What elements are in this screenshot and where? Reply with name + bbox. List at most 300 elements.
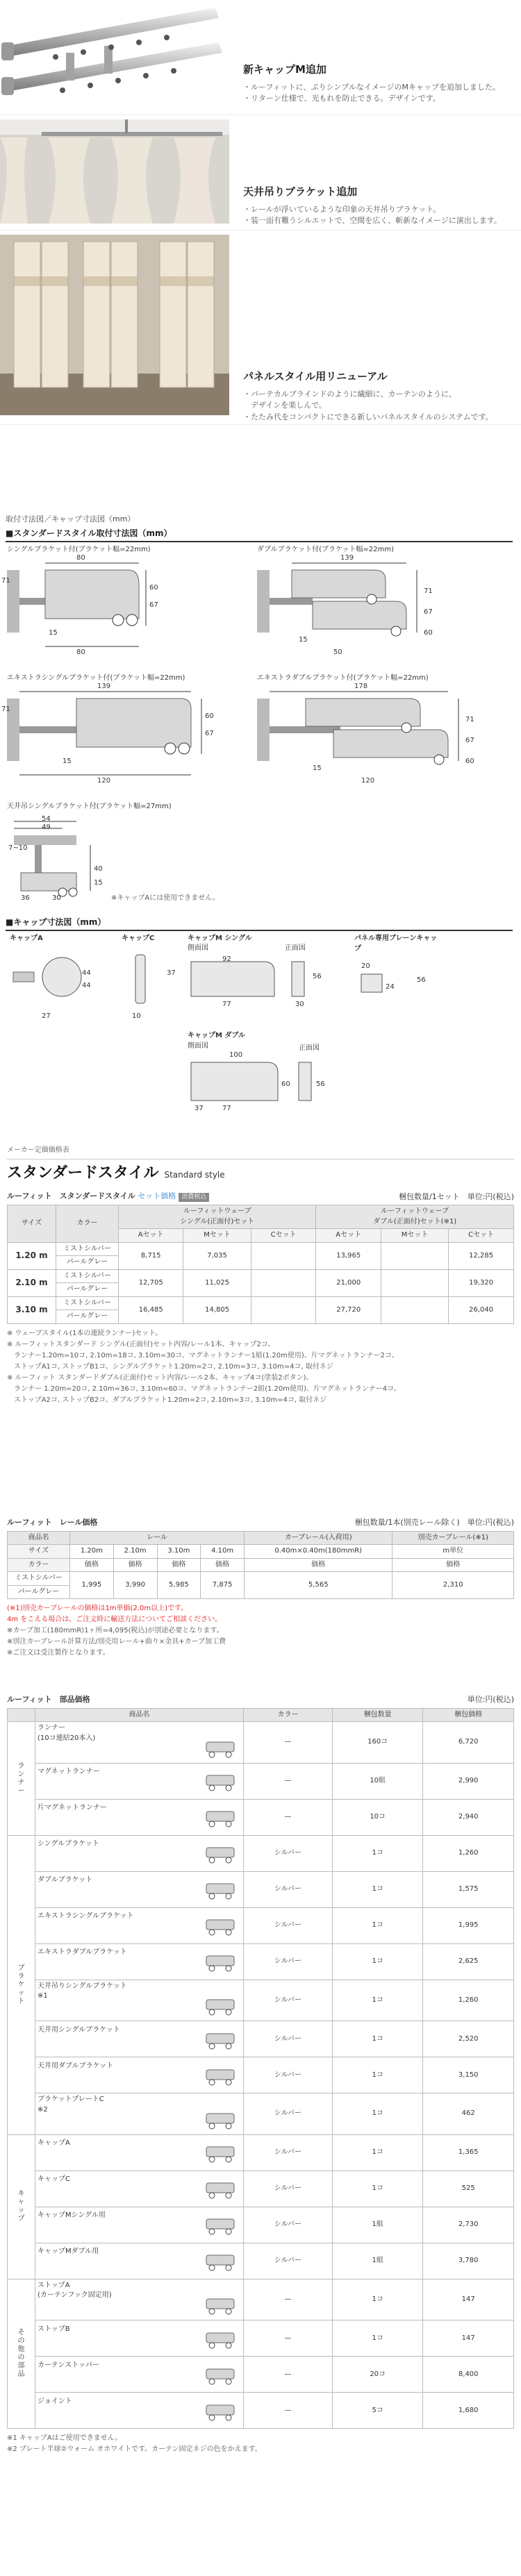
table-row [8,1799,514,1835]
cell: 価格 [157,1558,201,1572]
part-qty: 1コ [332,1907,423,1943]
cap-icon [199,2211,241,2239]
rail-head [7,1517,514,1528]
stopper-icon [199,2325,241,2352]
unit-yen: 単位:円(税込) [467,1518,514,1527]
th-cat [8,1708,35,1722]
part-price: 1,365 [423,2134,514,2171]
parts-category: ラ ン ナ ー [8,1722,35,1836]
runner-icon [199,1734,241,1762]
th-size: サイズ [8,1205,56,1243]
cell: 7,035 [183,1242,251,1269]
part-name: 天井用シングルブラケット [38,2025,120,2034]
part-name: ランナー (10コ連結20本入) [38,1724,96,1742]
stopper-icon [199,2361,241,2389]
parts-title: ルーフィット 部品価格 [7,1695,90,1704]
dim-c: 15 [299,636,308,644]
cap-md-label: キャップM ダブル [188,1032,246,1039]
cell: 2,310 [392,1572,514,1599]
part-price: 1,995 [423,1907,514,1943]
dim-width: 139 [340,554,354,562]
maker-label: メーカー定価価格表 [7,1146,69,1154]
cap-md-dim: 56 [316,1080,325,1088]
part-qty: 1コ [332,2279,423,2320]
table-row [8,1907,514,1943]
cap-a-dim: 27 [42,1012,51,1020]
part-name-cell [35,2279,244,2320]
part-name: カーテンストッパー [38,2361,99,2369]
cell: 11,025 [183,1269,251,1296]
unit-yen: 単位:円(税込) [467,1695,514,1704]
rail-photo [0,4,229,108]
row-color: ミストシルバー [8,1572,70,1586]
cell: 7,875 [201,1572,245,1599]
note-line: ※1 キャップAはご使用できません。 [7,2434,122,2443]
part-qty: 10組 [332,1763,423,1799]
bracket-icon [199,1991,241,2019]
bracket-icon [199,1839,241,1867]
dim-width: 178 [354,683,368,690]
part-price: 3,780 [423,2243,514,2279]
cap-panel-dim: 56 [417,976,426,984]
cell: 3,990 [113,1572,157,1599]
cell: 14,805 [183,1296,251,1323]
table-row [8,1835,514,1871]
cap-c-dim: 10 [132,1012,141,1020]
cap-md-dim: 100 [229,1051,243,1059]
th-price: 梱包価格 [423,1708,514,1722]
set-label: セット価格 [138,1191,176,1201]
table-row [8,1871,514,1907]
rail-units [355,1517,514,1528]
rail-notes [7,1603,514,1659]
part-qty: 160コ [332,1722,423,1764]
cap-a-label: キャップA [10,935,43,942]
part-name: キャップA [38,2139,70,2148]
price-title-en: Standard style [164,1169,225,1180]
part-name-cell [35,2134,244,2171]
ceiling-photo [0,119,229,224]
diagram-title: シングルブラケット付(ブラケット幅=22mm) [7,546,151,553]
feature-panel-style [0,231,521,425]
cap-ms-label: キャップM シングル [188,935,252,942]
part-price: 3,150 [423,2057,514,2093]
price-title [7,1159,514,1185]
cap-md-dim: 60 [281,1080,290,1088]
row-color: ミストシルバー [56,1296,119,1310]
price-section [0,1146,521,1406]
cap-icon [199,2139,241,2166]
row-size: 3.10 m [8,1296,56,1323]
part-name: キャップC [38,2175,70,2184]
table-row [8,2021,514,2057]
dim-h1: 71 [465,716,474,724]
parts-head [7,1694,514,1705]
cell: 16,485 [119,1296,183,1323]
part-name-cell [35,1871,244,1907]
parts-section [0,1694,521,2455]
table-row [8,2279,514,2320]
part-qty: 1コ [332,2134,423,2171]
part-name-cell [35,1907,244,1943]
cap-ms-front: 正面図 [285,944,306,952]
part-name-cell [35,2357,244,2393]
dim-g: 15 [94,879,103,887]
table-row [8,2171,514,2207]
dim-e: 30 [52,894,61,902]
part-name-cell [35,1835,244,1871]
part-color: — [244,1722,333,1764]
part-price: 1,260 [423,1980,514,2021]
cell: 3.10m [157,1545,201,1559]
row-size: 2.10 m [8,1269,56,1296]
table-row [8,1269,514,1283]
part-name: ダブルブラケット [38,1876,93,1884]
dim-h3: 60 [149,584,158,592]
cell: 12,705 [119,1269,183,1296]
part-color: シルバー [244,2093,333,2135]
dim-bottom: 120 [97,777,111,785]
dim-h2: 67 [205,730,214,737]
part-qty: 1コ [332,2171,423,2207]
dim-c: 15 [49,629,58,637]
dim-h1: 71 [424,587,433,595]
th-sub: Mセット [183,1229,251,1243]
note-line: ランナー 1.20m=20コ, 2.10m=36コ, 3.10m=60コ、マグネットランナー2組(1.20m使用)、片マグネットランナー4コ、 [7,1385,401,1393]
cell: 8,715 [119,1242,183,1269]
cap-md-front: 正面図 [299,1044,320,1052]
cap-c-label: キャップC [122,935,155,942]
part-qty: 1コ [332,2057,423,2093]
table-row [8,2393,514,2429]
dim-h1: 71 [1,577,10,585]
table-row [8,1980,514,2021]
cell [381,1269,448,1296]
feature-text [243,185,514,227]
part-name-cell [35,2320,244,2357]
note-line: ※2 プレート半球②ウォーム オホワイトです。カーテン固定ネジの色をかえます。 [7,2445,262,2454]
dim-h1: 71 [1,705,10,713]
cell: 0.40m×0.40m(180mmR) [245,1545,392,1559]
part-name-cell [35,2207,244,2243]
cell: 価格 [245,1558,392,1572]
cap-panel-dim: 24 [386,983,395,991]
cell: 5,985 [157,1572,201,1599]
feature-ceiling-bracket [0,115,521,231]
dim-width: 139 [97,683,111,690]
part-name: マグネットランナー [38,1768,100,1776]
rail-section [0,1517,521,1659]
part-color: シルバー [244,1835,333,1871]
part-name-cell [35,2171,244,2207]
note-line: ※ご注文は受注製作となります。 [7,1649,110,1657]
cap-panel-dim: 20 [361,962,370,970]
part-price: 2,520 [423,2021,514,2057]
bracket-icon [199,2061,241,2089]
price-table-title-wrap [7,1191,209,1202]
dim-h2: 67 [149,601,158,609]
part-name: エキストラダブルブラケット [38,1948,127,1957]
part-color: — [244,2393,333,2429]
part-color: — [244,1763,333,1799]
th-sub: Mセット [381,1229,448,1243]
cell [251,1296,316,1323]
table-row [8,2320,514,2357]
part-color: — [244,2279,333,2320]
th-sub: Aセット [119,1229,183,1243]
table-row [8,2057,514,2093]
parts-category: そ の 他 の 部 品 [8,2279,35,2429]
part-name-cell [35,1943,244,1980]
table-row [8,1296,514,1310]
feature-desc: ・パーテカルブラインドのように繊細に、カーテンのように、 デザインを楽しんで。 ・たたみ代をコンパクトにできる新しいパネルスタイルのシステムです。 [243,389,493,421]
part-price: 147 [423,2279,514,2320]
cap-md-side: 側面図 [188,1042,208,1050]
part-price: 525 [423,2171,514,2207]
cell: 2.10m [113,1545,157,1559]
part-name: ジョイント [38,2397,72,2405]
part-name-cell [35,2243,244,2279]
note-line: ※カーブ加工(180mmR)1ヶ所=4,095(税込)が別途必要となります。 [7,1627,224,1635]
part-color: — [244,2357,333,2393]
th-double: ルーフィットウェーブ ダブル(正面付)セット(※1) [316,1205,514,1229]
part-qty: 1コ [332,2021,423,2057]
part-qty: 5コ [332,2393,423,2429]
cell: 価格 [113,1558,157,1572]
dim-width: 80 [76,554,85,562]
th-qty: 梱包数量 [332,1708,423,1722]
th-color: カラー [244,1708,333,1722]
cell [381,1296,448,1323]
cap-a-dim: 44 [82,982,91,989]
part-qty: 1組 [332,2243,423,2279]
diagram-title: 天井吊シングルブラケット付(ブラケット幅=27mm) [7,803,172,810]
feature-title: 新キャップM追加 [243,63,326,76]
part-color: シルバー [244,2243,333,2279]
cell [251,1242,316,1269]
cell: 19,320 [449,1269,514,1296]
part-name: エキストラシングルブラケット [38,1912,134,1921]
table-row [8,1763,514,1799]
runner-icon [199,1767,241,1795]
note-line: ※ ルーフィット スタンダードダブル(正面付)セット内容/レール2本、キャップ4コ(塗装2ボタン)、 [7,1373,313,1382]
unit-pack: 梱包数量/1セット [398,1191,460,1201]
parts-category: ブ ラ ケ ッ ト [8,1835,35,2134]
cell: 価格 [70,1558,114,1572]
part-color: シルバー [244,2171,333,2207]
diagram-note: ※キャップAには使用できません。 [111,894,220,902]
dim-d: 36 [21,894,30,902]
part-color: シルバー [244,2021,333,2057]
feature-desc: ・レールが浮いているような印象の天井吊りブラケット。 ・装一面有難うシルエットで、空間を広く、斬新なイメージに演出します。 [243,204,502,226]
part-name: シングルブラケット [38,1840,99,1848]
parts-notes [7,2433,514,2455]
table-row [8,2243,514,2279]
note-line: ※ ウェーブスタイル(1本の連続ランナー)セット。 [7,1329,163,1337]
th-name: 商品名 [35,1708,244,1722]
unit-pack: 梱包数量/1本(別売レール除く) [354,1518,460,1527]
part-name-cell [35,1799,244,1835]
part-name-cell [35,1763,244,1799]
note-line: ※ ルーフィットスタンダード シングル(正面付)セット内容/レール1本、キャップ2コ、 [7,1340,275,1348]
part-price: 147 [423,2320,514,2357]
th-sub: Aセット [316,1229,381,1243]
row-color: パールグレー [56,1256,119,1270]
dim-h3: 60 [424,629,433,637]
price-table-head [7,1191,514,1202]
part-price: 8,400 [423,2357,514,2393]
part-color: シルバー [244,1980,333,2021]
cell: 26,040 [449,1296,514,1323]
unit-yen: 単位:円(税込) [467,1191,514,1201]
part-name-cell [35,2393,244,2429]
note-line: ランナー1.20m=10コ, 2.10m=18コ, 3.10m=30コ、マグネットランナー1組(1.20m使用)、片マグネットランナー2コ、 [7,1351,399,1360]
part-qty: 1コ [332,1980,423,2021]
part-qty: 1コ [332,1943,423,1980]
table-row [8,1572,514,1586]
panel-photo [0,235,229,415]
price-notes [7,1328,514,1406]
part-color: — [244,2320,333,2357]
part-name: キャップMシングル用 [38,2211,106,2220]
part-qty: 1コ [332,1835,423,1871]
dim-h2: 67 [465,737,474,744]
part-color: シルバー [244,2207,333,2243]
bracket-icon [199,1948,241,1975]
feature-list [0,0,521,425]
table-row [8,1722,514,1764]
stopper-icon [199,2291,241,2318]
cap-ms-dim: 30 [295,1001,304,1008]
th-color: カラー [8,1558,70,1572]
cell: 13,965 [316,1242,381,1269]
cap-ms-dim: 56 [313,973,322,980]
part-name-cell [35,1980,244,2021]
cap-icon [199,2175,241,2202]
cell: m単位 [392,1545,514,1559]
dim-f: 40 [94,865,103,873]
part-name-cell [35,2093,244,2135]
feature-text [243,62,514,105]
dim-h3: 60 [205,712,214,720]
row-color: パールグレー [8,1585,70,1599]
feature-desc: ・ルーフィットに、ぷりシンプルなイメージのMキャップを追加しました。 ・リターン仕様で、光もれを防止できる。デザインです。 [243,82,501,103]
part-name-cell [35,1722,244,1764]
cap-a-dim: 44 [82,969,91,977]
part-price: 2,625 [423,1943,514,1980]
th-sub: Cセット [449,1229,514,1243]
rail-title: ルーフィット レール価格 [7,1518,98,1527]
th-sep: 別売カーブレール(※1) [392,1531,514,1545]
th-name: 商品名 [8,1531,70,1545]
dim-b: 49 [42,823,51,831]
diagram-title: ダブルブラケット付(ブラケット幅=22mm) [257,546,394,553]
part-price: 2,940 [423,1799,514,1835]
part-price: 462 [423,2093,514,2135]
th-curve: カーブレール(入荷用) [245,1531,392,1545]
bracket-icon [199,1875,241,1903]
dim-c: 15 [313,764,322,772]
part-name: ブラケットプレートC ※2 [38,2096,104,2114]
table-row [8,2134,514,2171]
part-qty: 10コ [332,1799,423,1835]
cell: 5,565 [245,1572,392,1599]
rail-price-table [7,1531,514,1600]
th-color: カラー [56,1205,119,1243]
diagram-double-bracket [257,545,521,663]
th-rail: レール [70,1531,245,1545]
price-title-ja: スタンダードスタイル [7,1164,159,1182]
part-price: 1,575 [423,1871,514,1907]
part-name: ストップB [38,2325,70,2333]
table-row [8,1242,514,1256]
diagram-title: エキストラダブルブラケット付(ブラケット幅=22mm) [257,674,429,682]
table-row [8,2093,514,2135]
dim-bottom: 50 [333,649,342,656]
parts-category: キ ャ ッ プ [8,2134,35,2279]
feature-title: パネルスタイル用リニューアル [243,370,388,383]
caps-diagrams [0,934,521,1128]
cell: 4.10m [201,1545,245,1559]
part-price: 6,720 [423,1722,514,1764]
part-price: 1,260 [423,1835,514,1871]
cap-md-dim: 77 [222,1105,231,1112]
cap-icon [199,2247,241,2275]
th-size: サイズ [8,1545,70,1559]
part-name-cell [35,2021,244,2057]
bracket-icon [199,1912,241,1939]
row-color: パールグレー [56,1310,119,1324]
caps-section [0,917,521,935]
install-heading: 取付寸法図／キャップ寸法図（mm） [6,515,135,524]
dim-a: 54 [42,815,51,823]
stopper-icon [199,2397,241,2425]
install-section [0,514,521,546]
part-price: 2,990 [423,1763,514,1799]
feature-text [243,369,514,423]
cap-md-dim: 37 [195,1105,204,1112]
note-line: ストップA1コ, ストップB1コ、シングルブラケット1.20m=2コ, 2.10m=3コ, 3.10m=4コ, 取付ネジ [7,1362,333,1371]
feature-cap-m [0,0,521,115]
part-qty: 1コ [332,2320,423,2357]
caps-title: ■キャップ寸法図（mm） [6,917,513,931]
part-qty: 1組 [332,2207,423,2243]
diagram-title: エキストラシングルブラケット付(ブラケット幅=22mm) [7,674,185,682]
part-name: 天井用ダブルブラケット [38,2061,114,2070]
dim-h2: 67 [424,608,433,616]
runner-icon [199,1803,241,1831]
cell: 1,995 [70,1572,114,1599]
dim-c: 15 [63,758,72,765]
th-single: ルーフィットウェーブ シングル(正面付)セット [119,1205,316,1229]
cell: 21,000 [316,1269,381,1296]
part-name: キャップMダブル用 [38,2248,99,2256]
table-row [8,2357,514,2393]
part-price: 1,680 [423,2393,514,2429]
part-name: 天井吊りシングルブラケット ※1 [38,1982,127,2000]
dim-c: 7~10 [8,844,28,852]
part-price: 2,730 [423,2207,514,2243]
dim-bottom: 120 [361,777,375,785]
bracket-icon [199,2105,241,2133]
part-color: シルバー [244,1871,333,1907]
bracket-icon [199,2025,241,2053]
cell [251,1269,316,1296]
row-color: ミストシルバー [56,1242,119,1256]
cell [381,1242,448,1269]
part-qty: 20コ [332,2357,423,2393]
feature-title: 天井吊りブラケット追加 [243,185,358,198]
